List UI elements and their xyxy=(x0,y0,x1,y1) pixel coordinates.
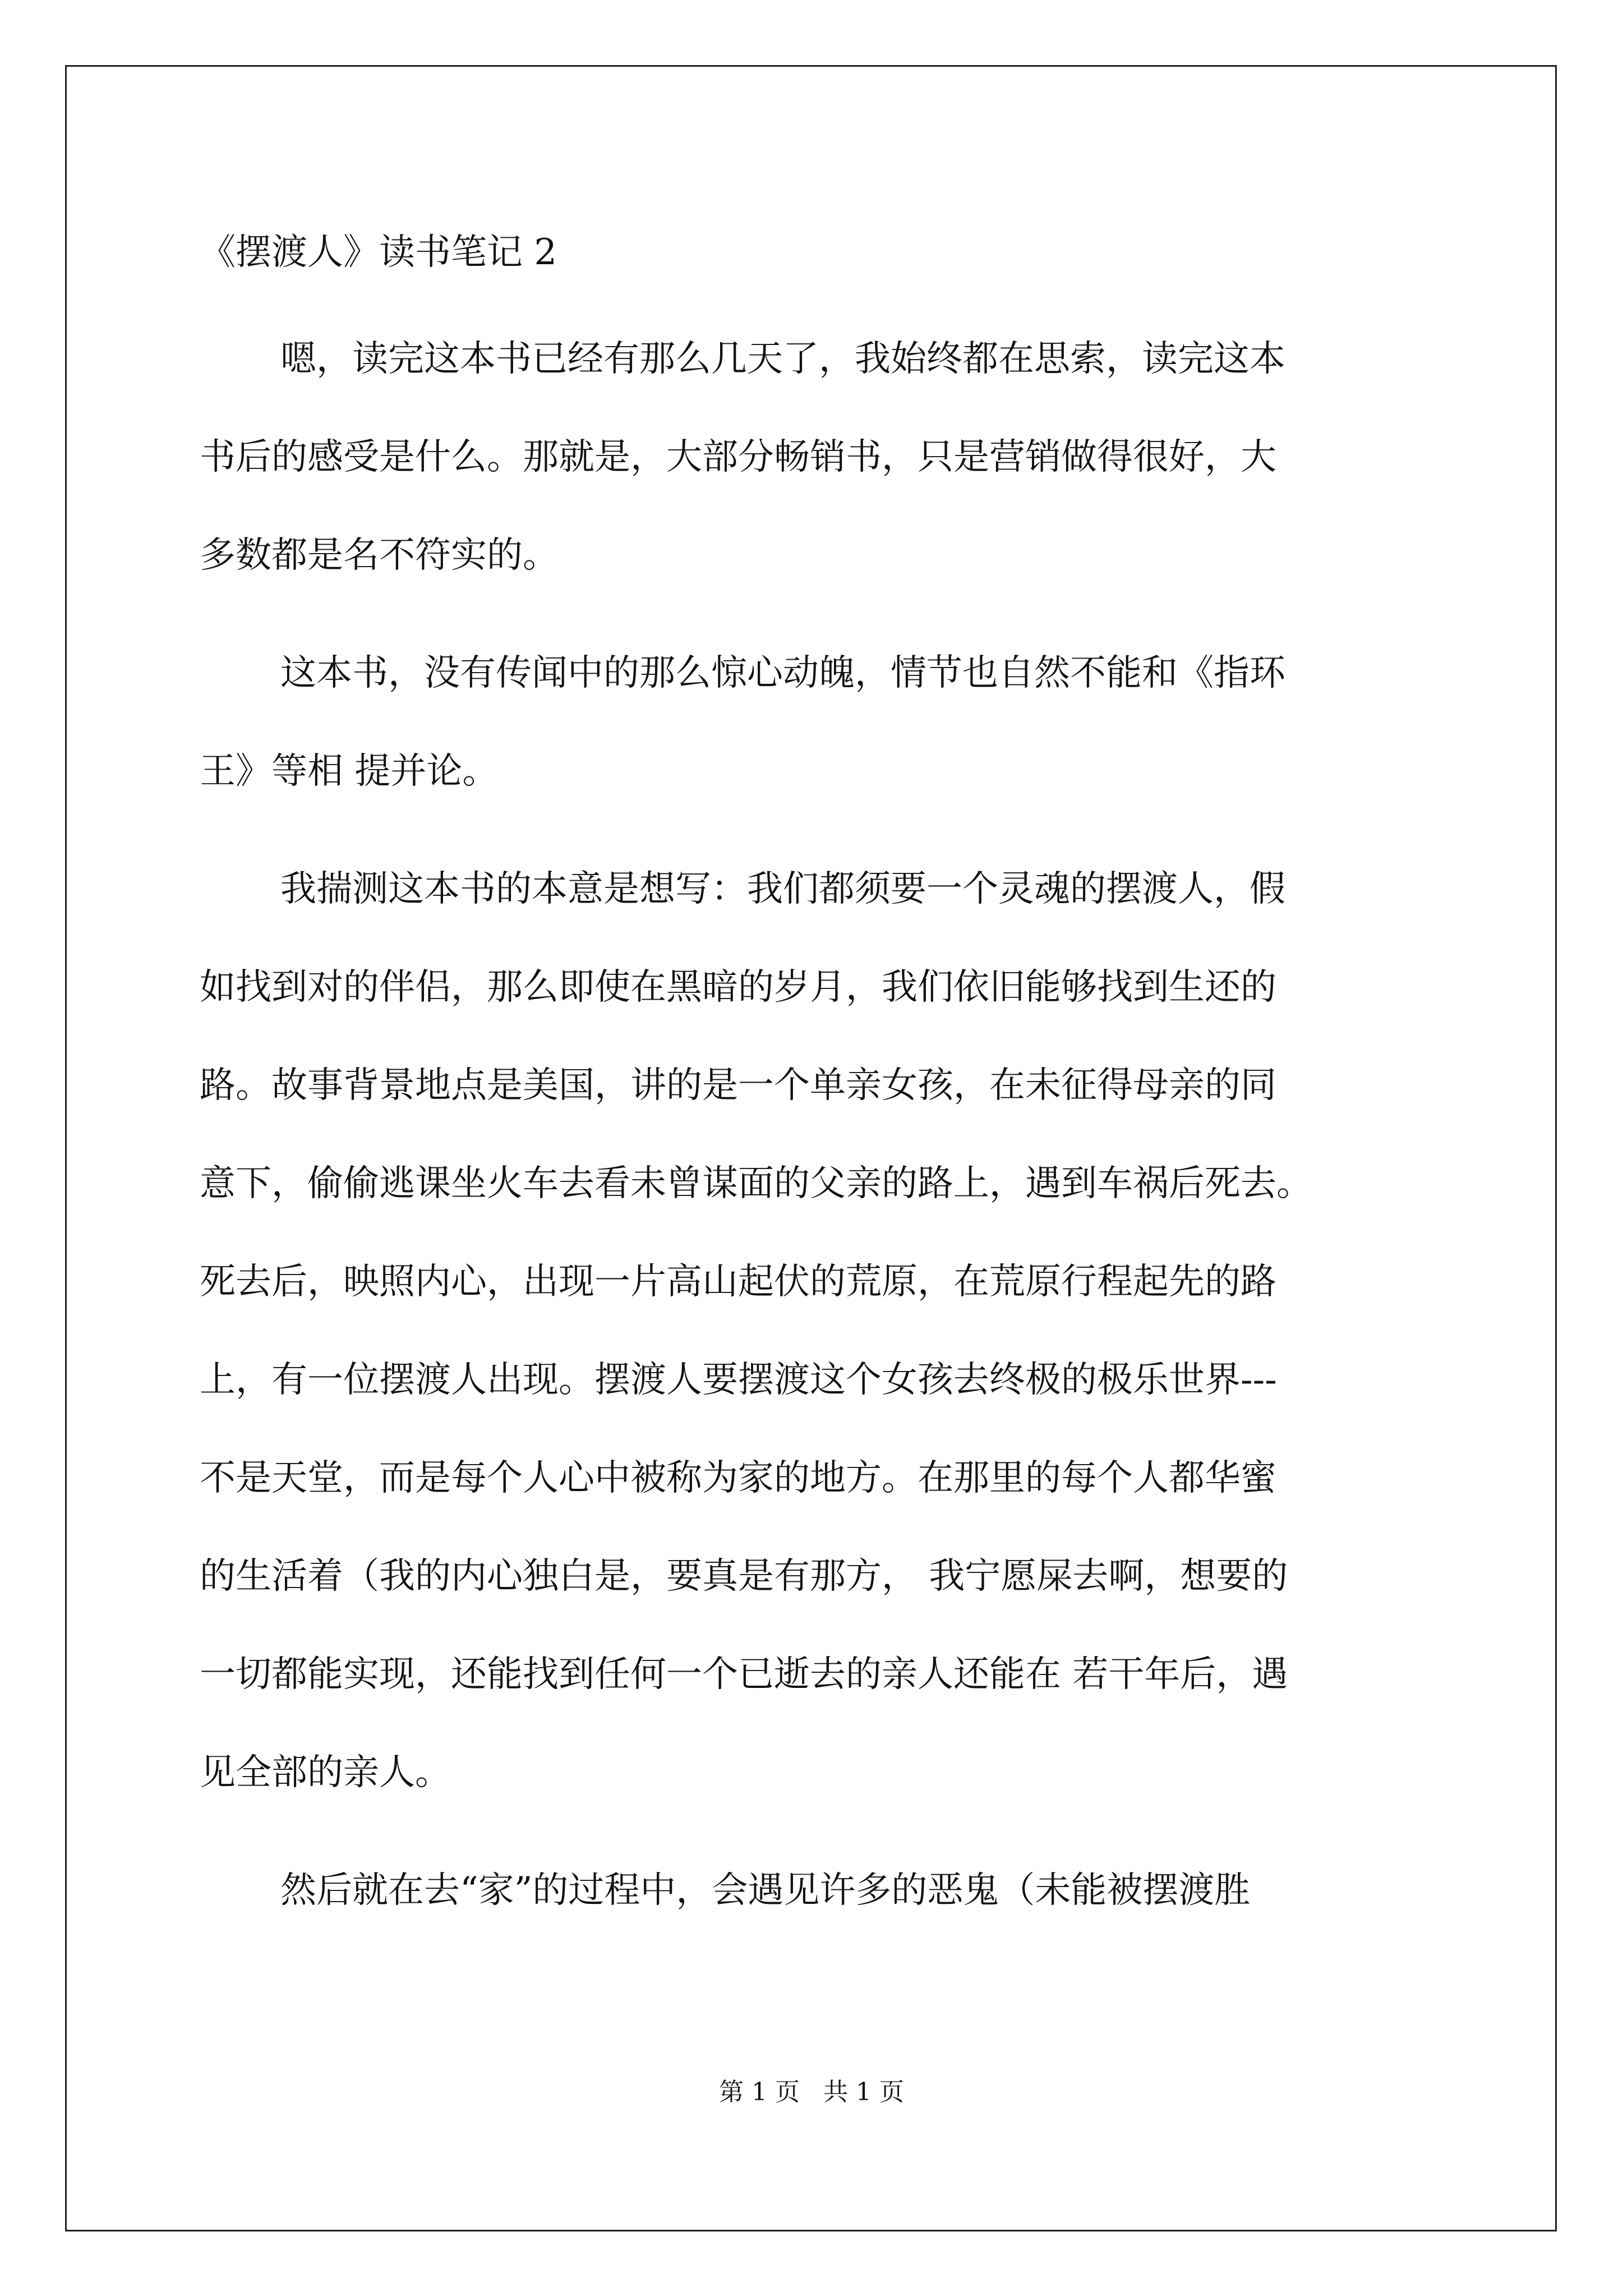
paragraph-3-line-6: 上，有一位摆渡人出现。摆渡人要摆渡这个女孩去终极的极乐世界--- xyxy=(200,1359,1277,1401)
paragraph-3-line-8: 的生活着（我的内心独白是，要真是有那方， 我宁愿屎去啊，想要的 xyxy=(200,1556,1288,1597)
paragraph-3-line-2: 如找到对的伴侣，那么即使在黑暗的岁月，我们依旧能够找到生还的 xyxy=(200,967,1276,1008)
paragraph-3-line-5: 死去后，映照内心，出现一片高山起伏的荒原，在荒原行程起先的路 xyxy=(200,1261,1276,1303)
paragraph-1-line-3: 多数都是名不符实的。 xyxy=(200,535,559,576)
paragraph-3-line-3: 路。故事背景地点是美国，讲的是一个单亲女孩，在未征得母亲的同 xyxy=(200,1065,1276,1106)
document-title: 《摆渡人》读书笔记 2 xyxy=(200,232,557,273)
page-number-footer: 第 1 页 共 1 页 xyxy=(719,2078,904,2106)
paragraph-3-line-9: 一切都能实现，还能找到任何一个已逝去的亲人还能在 若干年后，遇 xyxy=(200,1654,1288,1695)
paragraph-2-line-2: 王》等相 提并论。 xyxy=(200,751,499,792)
paragraph-4-line-1: 然后就在去“家”的过程中，会遇见许多的恶鬼（未能被摆渡胜 xyxy=(280,1870,1251,1911)
paragraph-3-line-10: 见全部的亲人。 xyxy=(200,1752,451,1793)
paragraph-2-line-1: 这本书，没有传闻中的那么惊心动魄，情节也自然不能和《指环 xyxy=(280,652,1285,694)
paragraph-3-line-7: 不是天堂，而是每个人心中被称为家的地方。在那里的每个人都华蜜 xyxy=(200,1457,1276,1499)
paragraph-1-line-1: 嗯，读完这本书已经有那么几天了，我始终都在思索，读完这本 xyxy=(280,338,1285,380)
paragraph-1-line-2: 书后的感受是什么。那就是，大部分畅销书，只是营销做得很好，大 xyxy=(200,436,1276,478)
paragraph-3-line-1: 我揣测这本书的本意是想写：我们都须要一个灵魂的摆渡人，假 xyxy=(280,868,1285,910)
paragraph-3-line-4: 意下，偷偷逃课坐火车去看未曾谋面的父亲的路上，遇到车祸后死去。 xyxy=(200,1163,1312,1204)
